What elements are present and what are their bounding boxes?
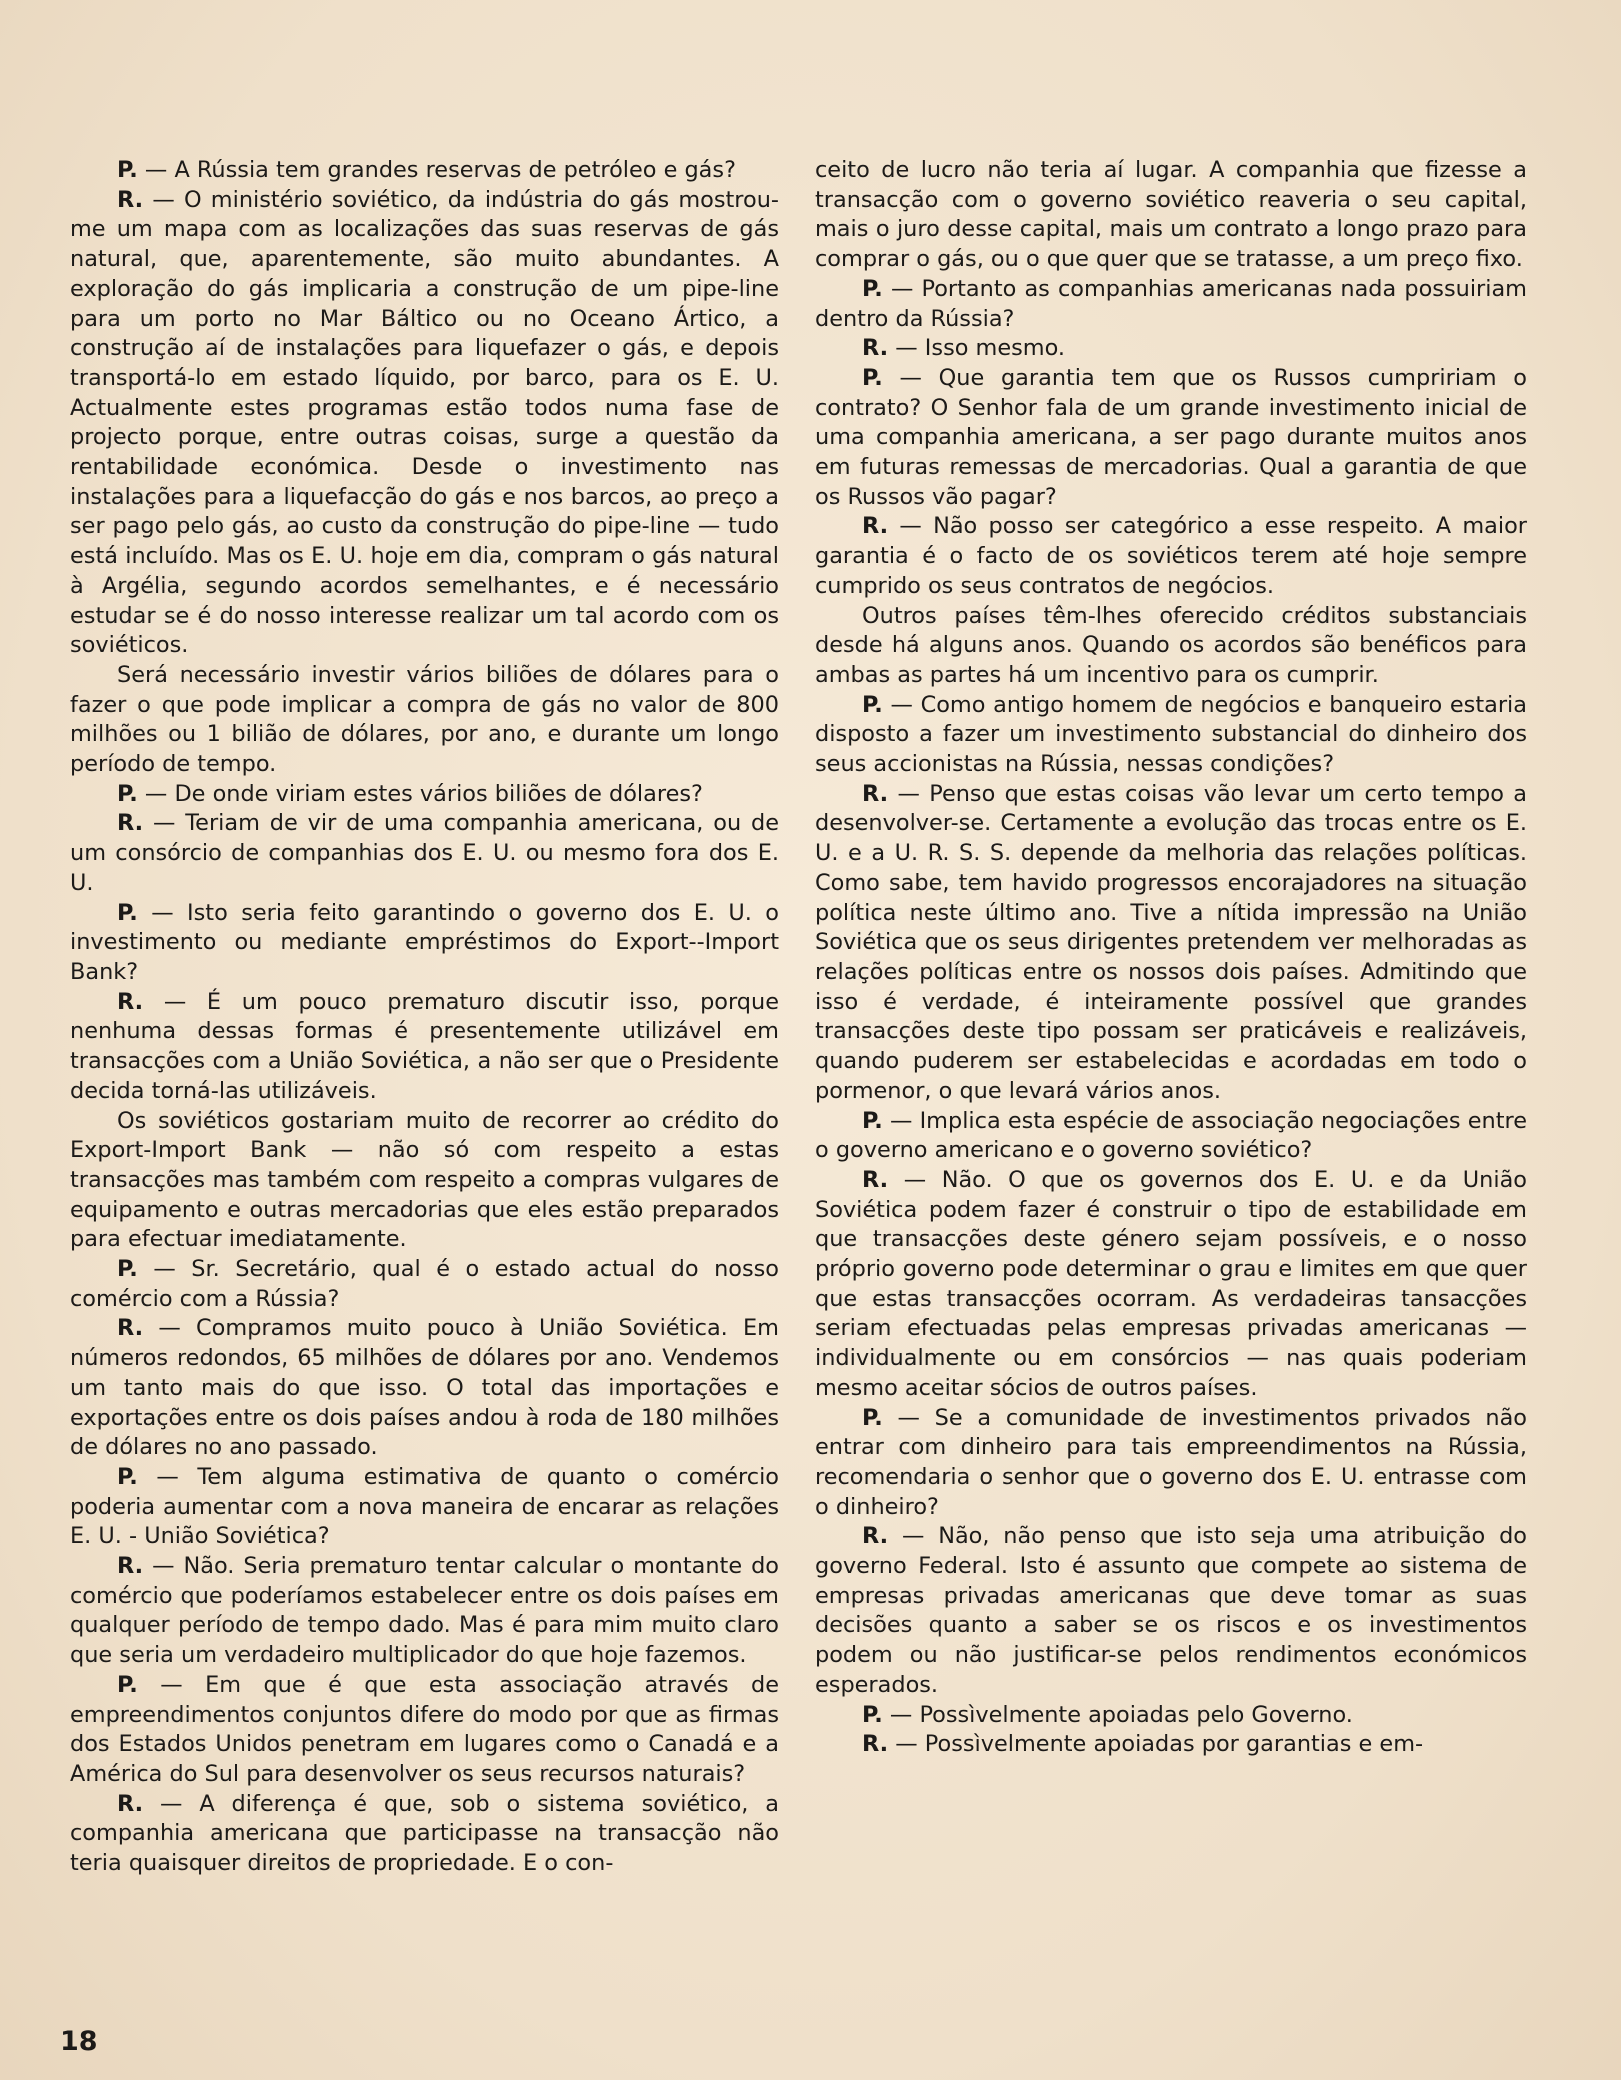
paragraph [70, 1790, 779, 1879]
right-text-column [815, 156, 1527, 1760]
answer-label: R. [117, 1553, 144, 1580]
paragraph [815, 512, 1527, 601]
answer-label: R. [862, 335, 889, 362]
question-label: P. [117, 1463, 138, 1490]
paragraph-text: — Não, não penso que isto seja uma atribuição do governo Federal. Isto é assunto que compete ao sistema de empresas privadas americanas que deve tomar as suas decisões quanto a saber se os riscos e os investimentos podem ou não justificar-se pelos rendimentos económicos esperados. [815, 1523, 1527, 1698]
paragraph [70, 1314, 779, 1463]
answer-label: R. [117, 988, 144, 1015]
paragraph [815, 1107, 1527, 1166]
question-label: P. [862, 1404, 883, 1431]
question-label: P. [117, 780, 138, 807]
paragraph-text: — Não posso ser categórico a esse respeito. A maior garantia é o facto de os soviéticos terem até hoje sempre cumprido os seus contratos de negócios. [815, 513, 1527, 599]
paragraph [70, 899, 779, 988]
paragraph-text: — Isso mesmo. [888, 335, 1066, 362]
question-label: P. [862, 275, 883, 302]
paragraph-text: — Se a comunidade de investimentos privados não entrar com dinheiro para tais empreendimentos na Rússia, recomendaria o senhor que o governo dos E. U. entrasse com o dinheiro? [815, 1404, 1527, 1520]
paragraph [815, 1522, 1527, 1700]
answer-label: R. [117, 1315, 144, 1342]
page-number: 18 [60, 2026, 98, 2057]
question-label: P. [862, 364, 883, 391]
paragraph [70, 1107, 779, 1256]
paragraph-text: — Em que é que esta associação através de empreendimentos conjuntos difere do modo por que as firmas dos Estados Unidos penetram em lugares como o Canadá e a América do Sul para desenvolver os seus recursos naturais? [70, 1671, 779, 1787]
paragraph-text: — É um pouco prematuro discutir isso, porque nenhuma dessas formas é presentemente utilizável em transacções com a União Soviética, a não ser que o Presidente decida torná-las utilizáveis. [70, 988, 779, 1104]
paragraph [70, 661, 779, 780]
question-label: P. [862, 1107, 883, 1134]
answer-label: R. [117, 186, 144, 213]
paragraph-text: — De onde viriam estes vários biliões de dólares? [137, 780, 703, 807]
paragraph [815, 602, 1527, 691]
paragraph-text: — Não. Seria prematuro tentar calcular o montante do comércio que poderíamos estabelecer entre os dois países em qualquer período de tempo dado. Mas é para mim muito claro que seria um verdadeiro multiplicador do que hoje fazemos. [70, 1553, 779, 1669]
paragraph [815, 780, 1527, 1107]
answer-label: R. [862, 1731, 889, 1758]
paragraph [815, 1166, 1527, 1404]
answer-label: R. [117, 1790, 144, 1817]
answer-label: R. [117, 810, 144, 837]
paragraph-text: — Portanto as companhias americanas nada possuiriam dentro da Rússia? [815, 275, 1527, 332]
paragraph-text: — Possìvelmente apoiadas pelo Governo. [882, 1701, 1353, 1728]
paragraph-text: — Como antigo homem de negócios e banqueiro estaria disposto a fazer um investimento substancial do dinheiro dos seus accionistas na Rússia, nessas condições? [815, 691, 1527, 778]
paragraph [70, 1671, 779, 1790]
paragraph-text: — A Rússia tem grandes reservas de petróleo e gás? [137, 157, 736, 183]
question-label: P. [862, 691, 883, 718]
paragraph [815, 1404, 1527, 1523]
paragraph-text: — Que garantia tem que os Russos cumpririam o contrato? O Senhor fala de um grande investimento inicial de uma companhia americana, a ser pago durante muitos anos em futuras remessas de mercadorias. Qual a garantia de que os Russos vão pagar? [815, 364, 1527, 510]
paragraph-text: — Penso que estas coisas vão levar um certo tempo a desenvolver-se. Certamente a evolução das trocas entre os E. U. e a U. R. S. S. depende da melhoria das relações políticas. Como sabe, tem havido progressos encorajadores na situação política neste último ano. Tive a nítida impressão na União Soviética que os seus dirigentes pretendem ver melhoradas as relações políticas entre os nossos dois países. Admitindo que isso é verdade, é inteiramente possível que grandes transacções deste tipo possam ser praticáveis e realizáveis, quando puderem ser estabelecidas e acordadas em todo o pormenor, o que levará vários anos. [815, 780, 1527, 1104]
answer-label: R. [862, 780, 889, 807]
paragraph-text: — A diferença é que, sob o sistema soviético, a companhia americana que participasse na transacção não teria quaisquer direitos de propriedade. E o con- [70, 1790, 779, 1877]
paragraph-text: — Implica esta espécie de associação negociações entre o governo americano e o governo soviético? [815, 1107, 1527, 1164]
question-label: P. [117, 1256, 138, 1283]
paragraph [815, 1701, 1527, 1731]
paragraph [815, 156, 1527, 275]
question-label: P. [117, 1671, 138, 1698]
answer-label: R. [862, 1166, 889, 1193]
paragraph [70, 809, 779, 898]
paragraph [815, 275, 1527, 334]
paragraph [70, 988, 779, 1107]
question-label: P. [117, 157, 138, 183]
paragraph [815, 1730, 1527, 1760]
left-text-column [70, 156, 779, 1879]
paragraph [70, 156, 779, 186]
paragraph [70, 186, 779, 661]
paragraph-text: ceito de lucro não teria aí lugar. A companhia que fizesse a transacção com o governo soviético reaveria o seu capital, mais o juro desse capital, mais um contrato a longo prazo para comprar o gás, ou o que quer que se tratasse, a um preço fixo. [815, 157, 1527, 273]
answer-label: R. [862, 1523, 889, 1550]
paragraph-text: — Sr. Secretário, qual é o estado actual do nosso comércio com a Rússia? [70, 1256, 779, 1312]
answer-label: R. [862, 513, 889, 540]
paragraph-text: — Teriam de vir de uma companhia americana, ou de um consórcio de companhias dos E. U. ou mesmo fora dos E. U. [70, 810, 779, 896]
paragraph-text: — Compramos muito pouco à União Soviética. Em números redondos, 65 milhões de dólares por ano. Vendemos um tanto mais do que isso. O total das importações e exportações entre os dois países andou à roda de 180 milhões de dólares no ano passado. [70, 1315, 779, 1461]
paragraph-text: — Tem alguma estimativa de quanto o comércio poderia aumentar com a nova maneira de encarar as relações E. U. - União Soviética? [70, 1463, 779, 1550]
paragraph-text: — Isto seria feito garantindo o governo dos E. U. o investimento ou mediante empréstimos do Export--Import Bank? [70, 899, 779, 985]
paragraph [815, 334, 1527, 364]
paragraph [70, 780, 779, 810]
paragraph-text: — Não. O que os governos dos E. U. e da União Soviética podem fazer é construir o tipo de estabilidade em que transacções deste género sejam possíveis, e o nosso próprio governo pode determinar o grau e limites em que quer que estas transacções ocorram. As verdadeiras tansacções seriam efectuadas pelas empresas privadas americanas — individualmente ou em consórcios — nas quais poderiam mesmo aceitar sócios de outros países. [815, 1166, 1527, 1401]
paragraph [70, 1552, 779, 1671]
paragraph [70, 1463, 779, 1552]
paragraph [815, 364, 1527, 513]
paragraph [815, 691, 1527, 780]
paragraph-text: — O ministério soviético, da indústria do gás mostrou-me um mapa com as localizações das suas reservas de gás natural, que, aparentemente, são muito abundantes. A exploração do gás implicaria a construção de um pipe-line para um porto no Mar Báltico ou no Oceano Ártico, a construção aí de instalações para liquefazer o gás, e depois transportá-lo em estado líquido, por barco, para os E. U. Actualmente estes programas estão todos numa fase de projecto porque, entre outras coisas, surge a questão da rentabilidade económica. Desde o investimento nas instalações para a liquefacção do gás e nos barcos, ao preço a ser pago pelo gás, ao custo da construção do pipe-line — tudo está incluído. Mas os E. U. hoje em dia, compram o gás natural à Argélia, segundo acordos semelhantes, e é necessário estudar se é do nosso interesse realizar um tal acordo com os soviéticos. [70, 186, 779, 659]
paragraph-text: Será necessário investir vários biliões de dólares para o fazer o que pode implicar a compra de gás no valor de 800 milhões ou 1 bilião de dólares, por ano, e durante um longo período de tempo. [70, 661, 779, 778]
paragraph-text: Outros países têm-lhes oferecido créditos substanciais desde há alguns anos. Quando os acordos são benéficos para ambas as partes há um incentivo para os cumprir. [815, 602, 1527, 688]
question-label: P. [862, 1701, 883, 1728]
paragraph-text: — Possìvelmente apoiadas por garantias e em- [888, 1731, 1424, 1758]
question-label: P. [117, 899, 138, 926]
paragraph-text: Os soviéticos gostariam muito de recorrer ao crédito do Export-Import Bank — não só com respeito a estas transacções mas também com respeito a compras vulgares de equipamento e outras mercadorias que eles estão preparados para efectuar imediatamente. [70, 1107, 779, 1253]
paragraph [70, 1255, 779, 1314]
